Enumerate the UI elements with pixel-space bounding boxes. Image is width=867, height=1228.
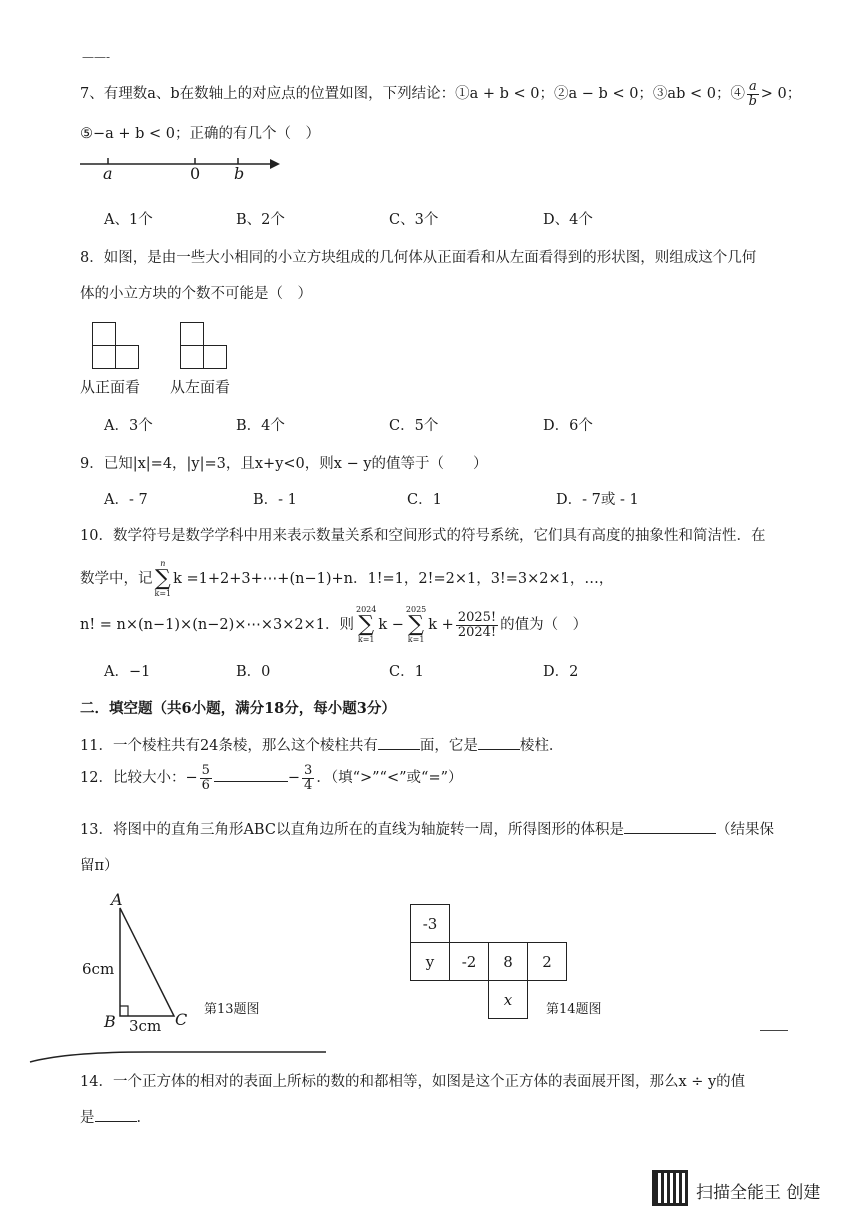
q7-option-a: A、1个 — [104, 212, 153, 228]
q13-line2: 留π） — [80, 858, 119, 874]
q9-option-a: A．- 7 — [104, 492, 148, 508]
answer-blank[interactable] — [95, 1107, 137, 1122]
q12-fraction-1: $\frac{5}{6}$ — [201, 763, 210, 793]
q8-option-d: D．6个 — [543, 418, 593, 434]
answer-blank[interactable] — [378, 735, 420, 750]
net-cell: -2 — [449, 942, 489, 981]
front-view-cell — [92, 345, 116, 369]
front-view-cell — [92, 322, 116, 346]
side-bc-label: 3cm — [129, 1017, 162, 1035]
triangle-figure — [110, 900, 200, 1025]
answer-blank[interactable] — [624, 819, 716, 834]
q7-option-b: B、2个 — [236, 212, 285, 228]
q8-option-b: B．4个 — [236, 418, 285, 434]
q10-option-a: A．−1 — [104, 664, 151, 680]
q11-line: 11．一个棱柱共有24条棱，那么这个棱柱共有 面，它是 棱柱． — [80, 734, 563, 755]
net-cell: 8 — [488, 942, 528, 981]
top-mark: ——- — [82, 50, 111, 64]
sum-symbol: n ∑ k=1 — [154, 559, 172, 598]
answer-blank[interactable] — [478, 735, 520, 750]
q10-line3: n! = n×(n−1)×(n−2)×⋯×3×2×1．则 2024 ∑ k=1 k − 2025 ∑ k=1 k + $\frac{2025!}{2024!}$ 的值为（ ） — [80, 605, 588, 644]
net-cell: y — [410, 942, 450, 981]
qr-code-icon — [652, 1170, 688, 1206]
q12-fraction-2: $\frac{3}{4}$ — [304, 763, 313, 793]
front-view-cell — [115, 345, 139, 369]
left-view-cell — [180, 345, 204, 369]
scanner-watermark: 扫描全能王 创建 — [696, 1183, 821, 1203]
scan-artifact-line — [28, 1048, 328, 1066]
left-view-cell — [203, 345, 227, 369]
left-view-cell — [180, 322, 204, 346]
net-cell: x — [488, 980, 528, 1019]
q7-option-c: C、3个 — [389, 212, 439, 228]
triangle-label-c: C — [175, 1010, 188, 1029]
figure-14-caption: 第14题图 — [546, 1002, 602, 1017]
q9-line: 9．已知|x|=4，|y|=3，且x+y<0，则x − y的值等于（ ） — [80, 456, 488, 472]
q10-option-b: B．0 — [236, 664, 271, 680]
q7-fraction: $\frac{a}{b}$ — [748, 79, 757, 109]
q8-option-a: A．3个 — [104, 418, 153, 434]
q14-line1: 14．一个正方体的相对的表面上所标的数的和都相等，如图是这个正方体的表面展开图，那么x ÷ y的值 — [80, 1074, 746, 1090]
q9-option-d: D．- 7或 - 1 — [556, 492, 639, 508]
axis-label-a: a — [103, 164, 113, 183]
q10-line1: 10．数学符号是数学学科中用来表示数量关系和空间形式的符号系统，它们具有高度的抽象性和简洁性．在 — [80, 528, 766, 544]
q7-option-d: D、4个 — [543, 212, 593, 228]
q8-line1: 8．如图，是由一些大小相同的小立方块组成的几何体从正面看和从左面看得到的形状图，则组成这个几何 — [80, 250, 757, 266]
q8-option-c: C．5个 — [389, 418, 439, 434]
q7-line1: 7、有理数a、b在数轴上的对应点的位置如图，下列结论：①a + b < 0；②a − b < 0；③ab < 0；④ $\frac{a}{b}$ > 0； — [80, 79, 802, 109]
q8-line2: 体的小立方块的个数不可能是（ ） — [80, 286, 312, 302]
sum-symbol: 2024 ∑ k=1 — [356, 605, 377, 644]
q12-line: 12．比较大小：− $\frac{5}{6}$ − $\frac{3}{4}$ ．（填“>”“<”或“=”） — [80, 763, 463, 793]
q10-line2: 数学中，记 n ∑ k=1 k =1+2+3+⋯+(n−1)+n．1!=1，2!=2×1，3!=3×2×1，…， — [80, 559, 614, 598]
q10-option-d: D．2 — [543, 664, 579, 680]
q7-line2: ⑤−a + b < 0；正确的有几个（ ） — [80, 126, 321, 142]
q9-option-b: B．- 1 — [253, 492, 297, 508]
sum-symbol: 2025 ∑ k=1 — [405, 605, 427, 644]
q10-option-c: C．1 — [389, 664, 424, 680]
margin-mark — [760, 1030, 788, 1031]
axis-label-b: b — [234, 164, 245, 183]
section-heading: 二．填空题（共6小题，满分18分，每小题3分） — [80, 700, 396, 717]
net-cell: -3 — [410, 904, 450, 943]
q10-fraction: $\frac{2025!}{2024!}$ — [457, 609, 497, 640]
triangle-label-a: A — [111, 890, 123, 909]
left-view-label: 从左面看 — [170, 378, 231, 396]
answer-blank[interactable] — [214, 767, 288, 782]
front-view-label: 从正面看 — [80, 378, 141, 396]
triangle-label-b: B — [104, 1012, 116, 1031]
q9-option-c: C．1 — [407, 492, 442, 508]
net-cell: 2 — [527, 942, 567, 981]
q14-line2: 是 ． — [80, 1106, 151, 1127]
q13-line1: 13．将图中的直角三角形ABC以直角边所在的直线为轴旋转一周，所得图形的体积是 （结果保 — [80, 818, 774, 839]
axis-label-0: 0 — [190, 164, 201, 183]
figure-13-caption: 第13题图 — [204, 1002, 260, 1017]
side-ab-label: 6cm — [82, 960, 115, 978]
